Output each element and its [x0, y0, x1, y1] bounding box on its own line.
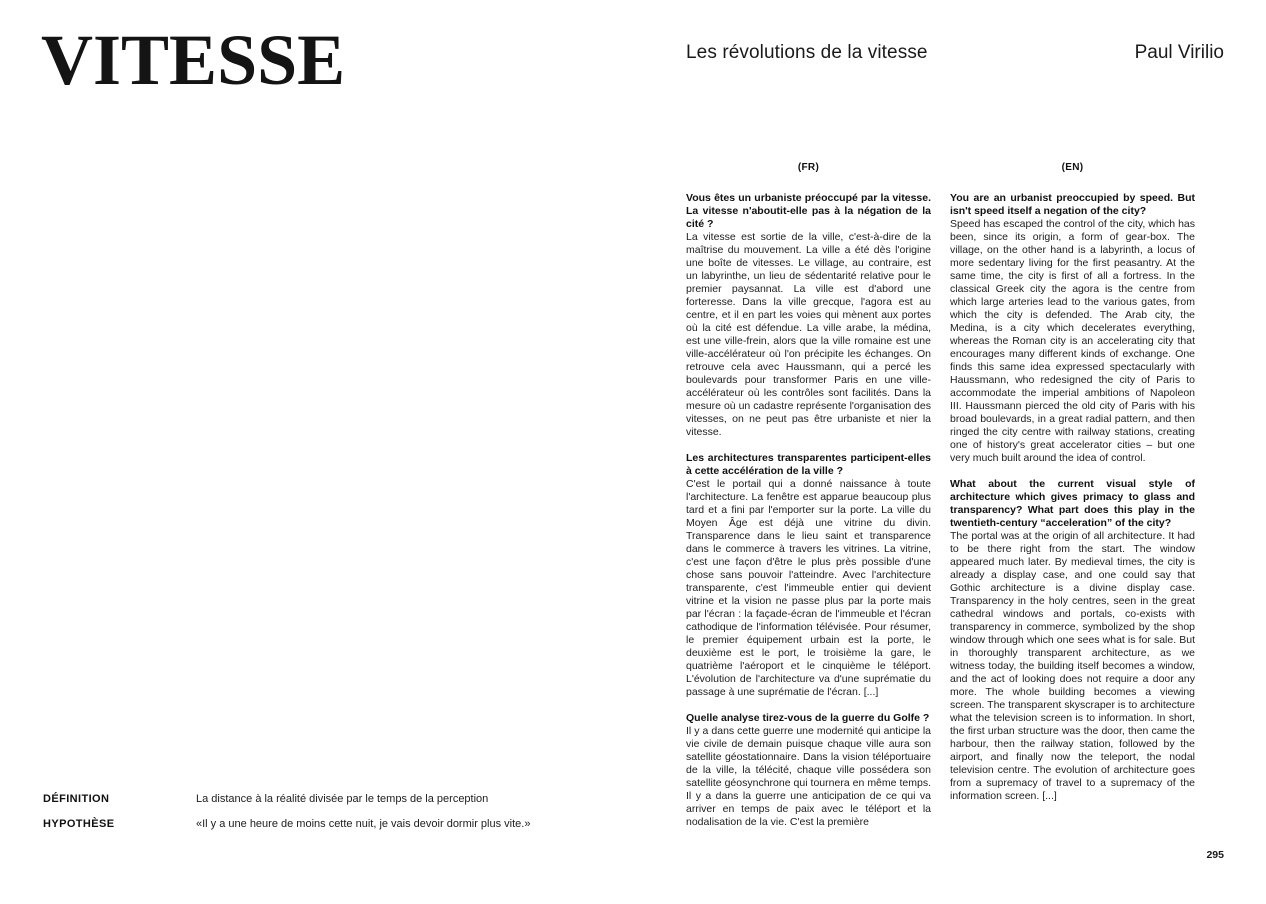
interview-answer: La vitesse est sortie de la ville, c'est-à-dire de la maîtrise du mouvement. La ville a été dès l'origine une boîte de vitesses. Le village, au contraire, est un labyrinthe, un lieu de sédentarité relative pour le premier paysannat. La ville est d'abord une forteresse. Dans la ville grecque, l'agora est au centre, et il en part les voies qui mènent aux portes où la cité est défendue. La ville arabe, la médina, est une ville-frein, alors que la ville romaine est une ville-accélérateur où l'on précipite les échanges. On retrouve cela avec Haussmann, qui a percé les boulevards pour transformer Paris en une ville-accélérateur où les contrôles sont facilités. Dans la mesure où un cadastre représente l'organisation des vitesses, on ne peut pas être urbaniste et nier la vitesse.	[686, 231, 931, 438]
interview-answer: The portal was at the origin of all architecture. It had to be there right from the start. The window appeared much later. By medieval times, the city is already a display case, and one could say that Gothic architecture is a divine display case. Transparency in the holy centres, seen in the great cathedral windows and portals, co-exists with transparency in commerce, symbolized by the shop window through which one sees what is for sale. But in thoroughly transparent architecture, as we witness today, the building itself becomes a window, and the act of looking does not require a door any more. The whole building becomes a viewing screen. The transparent skyscraper is to architecture what the television screen is to information. In short, the first urban structure was the door, then came the harbour, then the railway station, followed by the airport, and finally now the teleport, the nodal television centre. The evolution of architecture goes from a supremacy of travel to a supremacy of the information screen. [...]	[950, 530, 1195, 802]
interview-answer: C'est le portail qui a donné naissance à toute l'architecture. La fenêtre est apparue beaucoup plus tard et a fini par l'emporter sur la porte. La ville du Moyen Âge est déjà une vitrine du divin. Transparence dans le lieu saint et transparence dans le commerce à travers les vitrines. La vitrine, c'est une façon d'être le plus près possible d'une chose sans pouvoir l'atteindre. Avec l'architecture transparente, c'est l'immeuble entier qui devient vitrine et la vision ne passe plus par la porte mais par l'écran : la façade-écran de l'immeuble et l'écran cathodique de l'information télévisée. Pour résumer, le premier équipement urbain est la porte, le deuxième est le port, le troisième la gare, le quatrième l'aéroport et le cinquième le téléport. L'évolution de l'architecture va d'une suprématie du passage à une suprématie de l'écran. [...]	[686, 478, 931, 698]
interview-question: You are an urbanist preoccupied by speed. But isn't speed itself a negation of the city?	[950, 192, 1195, 217]
author-name: Paul Virilio	[1134, 42, 1224, 63]
hypothesis-label: HYPOTHÈSE	[43, 818, 115, 830]
page-title: VITESSE	[41, 20, 346, 100]
interview-question: Quelle analyse tirez-vous de la guerre du Golfe ?	[686, 712, 930, 724]
lang-label-fr: (FR)	[797, 162, 820, 173]
page-number: 295	[1206, 849, 1224, 861]
qa-block	[950, 478, 1195, 803]
qa-block	[686, 452, 931, 699]
interview-question: What about the current visual style of architecture which gives primacy to glass and transparency? What part does this play in the twentieth-century “acceleration” of the city?	[950, 478, 1195, 529]
hypothesis-row	[43, 817, 623, 831]
interview-answer: Il y a dans cette guerre une modernité qui anticipe la vie civile de demain puisque chaque ville aura son satellite géostationnaire. Dans la vision téléportuaire de la ville, la télécité, chaque ville possédera son satellite géosynchrone qui tournera en même temps. Il y a dans la guerre une anticipation de ce qui va arriver en temps de paix avec le téléport et la nodalisation de la vie. C'est la première	[686, 725, 931, 828]
qa-block	[686, 192, 931, 439]
qa-block	[686, 712, 931, 829]
article-title: Les révolutions de la vitesse	[686, 42, 928, 63]
column-french	[686, 161, 931, 853]
interview-question: Les architectures transparentes participent-elles à cette accélération de la ville ?	[686, 452, 931, 477]
definition-text: La distance à la réalité divisée par le temps de la perception	[196, 793, 489, 805]
hypothesis-text: «Il y a une heure de moins cette nuit, je vais devoir dormir plus vite.»	[196, 818, 531, 830]
column-english	[950, 161, 1195, 853]
definition-row	[43, 792, 623, 806]
lang-label-en: (EN)	[1061, 162, 1084, 173]
qa-block	[950, 192, 1195, 465]
interview-question: Vous êtes un urbaniste préoccupé par la vitesse. La vitesse n'aboutit-elle pas à la négation de la cité ?	[686, 192, 931, 230]
interview-answer: Speed has escaped the control of the city, which has been, since its origin, a form of gear-box. The village, on the other hand is a labyrinth, a locus of more sedentary living for the first peasantry. At the same time, the city is first of all a fortress. In the classical Greek city the agora is the centre from which large arteries lead to the various gates, from which the city is defended. The Arab city, the Medina, is a city which decelerates everything, whereas the Roman city is an accelerating city that encourages many different kinds of exchange. One finds this same idea expressed spectacularly with Haussmann, who redesigned the city of Paris to accommodate the imperial ambitions of Napoleon III. Haussmann pierced the old city of Paris with his broad boulevards, in a great radial pattern, and then ringed the city centre with railway stations, creating one of history's great accelerator cities – but one very much built around the idea of control.	[950, 218, 1195, 464]
definition-label: DÉFINITION	[43, 793, 110, 805]
